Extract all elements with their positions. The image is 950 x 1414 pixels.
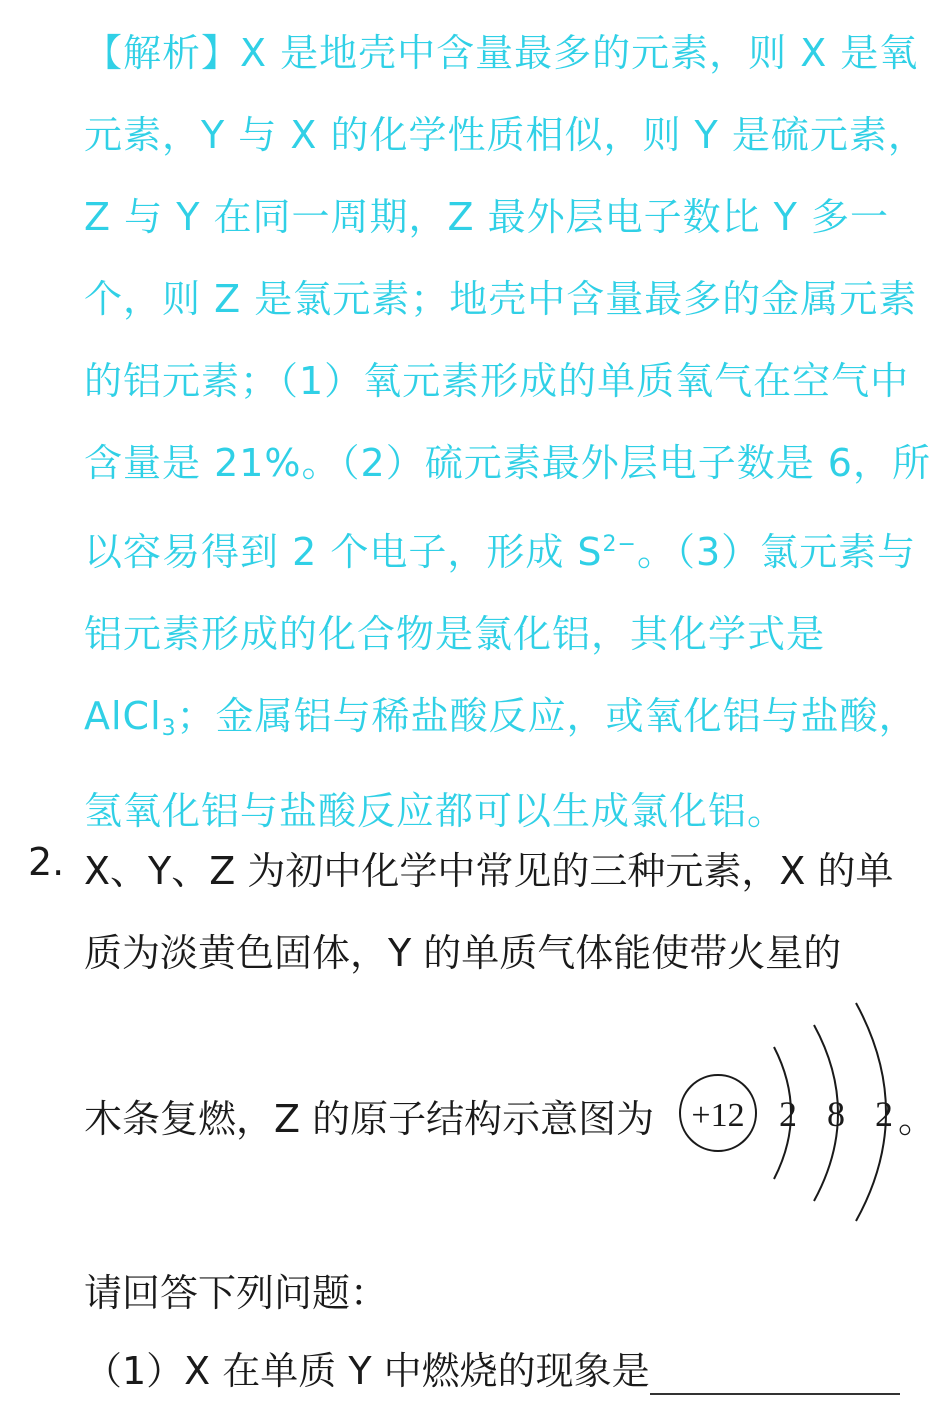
analysis-line: 【解析】X 是地壳中含量最多的元素，则 X 是氧 <box>84 31 919 75</box>
nucleus-charge: +12 <box>691 1097 745 1134</box>
formula-alcl: AlCl <box>84 694 162 738</box>
question-line: X、Y、Z 为初中化学中常见的三种元素，X 的单 <box>84 849 894 893</box>
analysis-line: Z 与 Y 在同一周期，Z 最外层电子数比 Y 多一 <box>84 195 889 239</box>
analysis-line: 铝元素形成的化合物是氯化铝，其化学式是 <box>84 612 826 656</box>
shell-electron-count: 2 <box>875 1094 893 1134</box>
question-line-end: 。 <box>898 1097 937 1141</box>
formula-subscript: 3 <box>161 716 177 741</box>
analysis-line: 元素，Y 与 X 的化学性质相似，则 Y 是硫元素， <box>84 113 927 157</box>
sub-question-text: （1）X 在单质 Y 中燃烧的现象是 <box>84 1349 650 1393</box>
question-prompt: 请回答下列问题： <box>84 1271 389 1315</box>
atomic-structure-diagram <box>676 995 906 1225</box>
analysis-line: 含量是 21%。（2）硫元素最外层电子数是 6，所 <box>84 441 931 485</box>
analysis-text: 。（3）氯元素与 <box>636 530 917 574</box>
analysis-line: 的铝元素；（1）氧元素形成的单质氧气在空气中 <box>84 359 910 403</box>
analysis-line: 个，则 Z 是氯元素；地壳中含量最多的金属元素 <box>84 277 918 321</box>
question-line: 质为淡黄色固体，Y 的单质气体能使带火星的 <box>84 931 842 975</box>
shell-electron-count: 8 <box>827 1094 845 1134</box>
analysis-line: 氢氧化铝与盐酸反应都可以生成氯化铝。 <box>84 789 787 833</box>
shell-electron-count: 2 <box>779 1094 797 1134</box>
answer-blank[interactable] <box>650 1353 900 1395</box>
analysis-line <box>84 675 924 770</box>
analysis-line <box>84 504 924 593</box>
analysis-text: ；金属铝与稀盐酸反应，或氧化铝与盐酸， <box>176 694 918 738</box>
sub-question-1 <box>84 1340 900 1395</box>
analysis-text: 以容易得到 2 个电子，形成 S <box>84 530 603 574</box>
sulfide-charge: 2− <box>602 532 637 557</box>
analysis-block <box>84 12 931 852</box>
question-number: 2. <box>28 840 65 884</box>
question-line: 木条复燃，Z 的原子结构示意图为 <box>84 1097 655 1141</box>
